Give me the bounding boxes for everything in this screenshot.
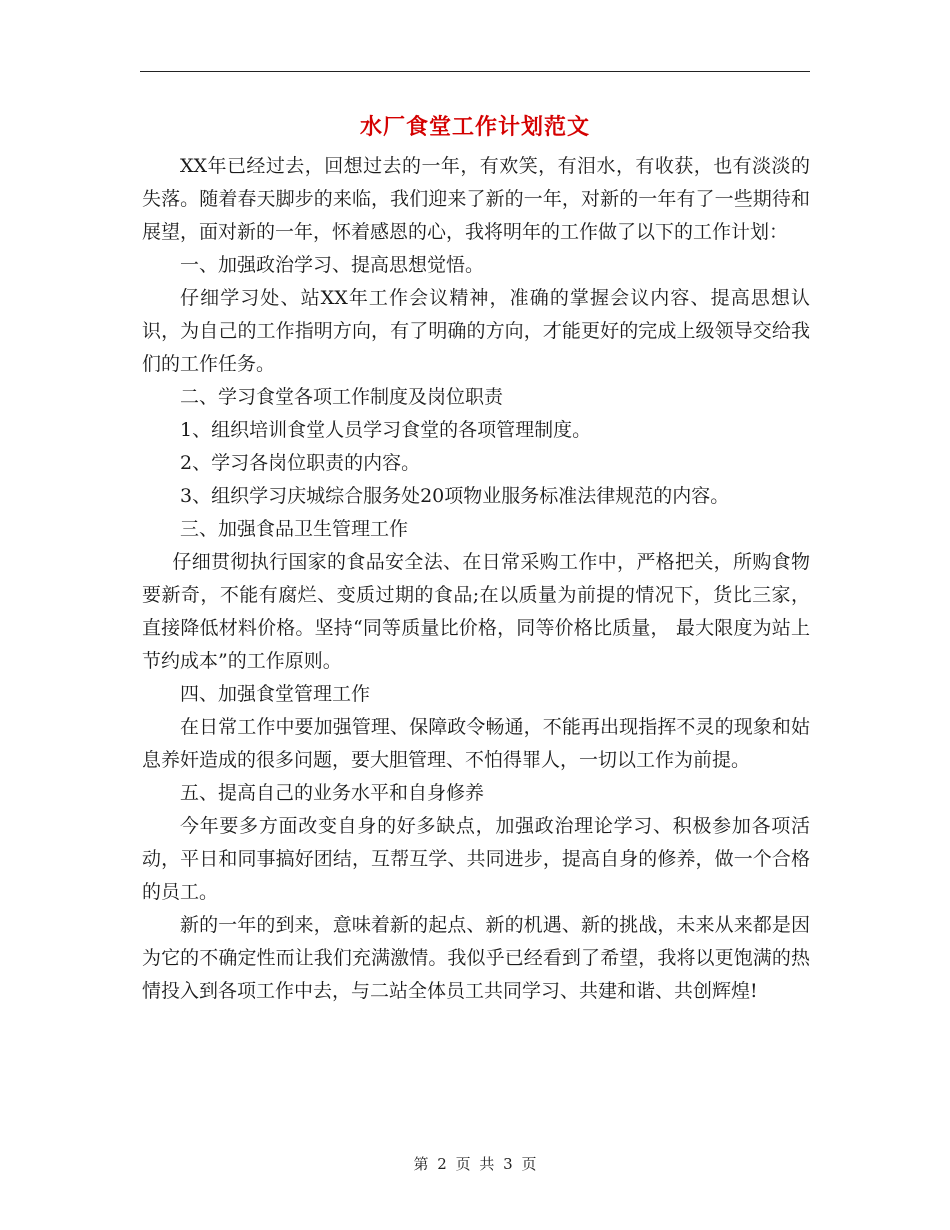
paragraph-section-3: 仔细贯彻执行国家的食品安全法、在日常采购工作中，严格把关，所购食物要新奇，不能有腐烂、变质过期的食品;在以质量为前提的情况下，货比三家，直接降低材料价格。坚持“同等质量比价格，同等价格比质量， 最大限度为站上节约成本”的工作原则。 — [142, 551, 810, 672]
paragraph-closing: 新的一年的到来，意味着新的起点、新的机遇、新的挑战，未来从来都是因为它的不确定性而让我们充满激情。我似乎已经看到了希望，我将以更饱满的热情投入到各项工作中去，与二站全体员工共同学习、共建和谐、共创辉煌! — [142, 914, 810, 1002]
list-item-2-2: 2、学习各岗位职责的内容。 — [180, 452, 421, 474]
document-title: 水厂食堂工作计划范文 — [359, 114, 590, 140]
paragraph-section-4: 在日常工作中要加强管理、保障政令畅通，不能再出现指挥不灵的现象和姑息养奸造成的很多问题，要大胆管理、不怕得罪人，一切以工作为前提。 — [142, 716, 810, 771]
document-body — [142, 150, 810, 1008]
paragraph-section-5: 今年要多方面改变自身的好多缺点，加强政治理论学习、积极参加各项活动，平日和同事搞好团结，互帮互学、共同进步，提高自身的修养，做一个合格的员工。 — [142, 815, 810, 903]
list-item-2-1: 1、组织培训食堂人员学习食堂的各项管理制度。 — [180, 419, 592, 441]
page-number: 第 2 页 共 3 页 — [413, 1155, 537, 1173]
heading-section-3: 三、加强食品卫生管理工作 — [180, 518, 409, 540]
list-item-2-3: 3、组织学习庆城综合服务处20项物业服务标准法律规范的内容。 — [180, 485, 730, 507]
heading-section-2: 二、学习食堂各项工作制度及岗位职责 — [180, 386, 504, 408]
paragraph-intro: XX年已经过去，回想过去的一年，有欢笑，有泪水，有收获，也有淡淡的失落。随着春天脚步的来临，我们迎来了新的一年，对新的一年有了一些期待和展望，面对新的一年，怀着感恩的心，我将明年的工作做了以下的工作计划： — [142, 155, 810, 243]
heading-section-4: 四、加强食堂管理工作 — [180, 683, 371, 705]
heading-section-5: 五、提高自己的业务水平和自身修养 — [180, 782, 485, 804]
heading-section-1: 一、加强政治学习、提高思想觉悟。 — [180, 254, 485, 276]
header-rule — [140, 71, 810, 72]
paragraph-section-1: 仔细学习处、站XX年工作会议精神，准确的掌握会议内容、提高思想认识，为自己的工作指明方向，有了明确的方向，才能更好的完成上级领导交给我们的工作任务。 — [142, 287, 810, 375]
